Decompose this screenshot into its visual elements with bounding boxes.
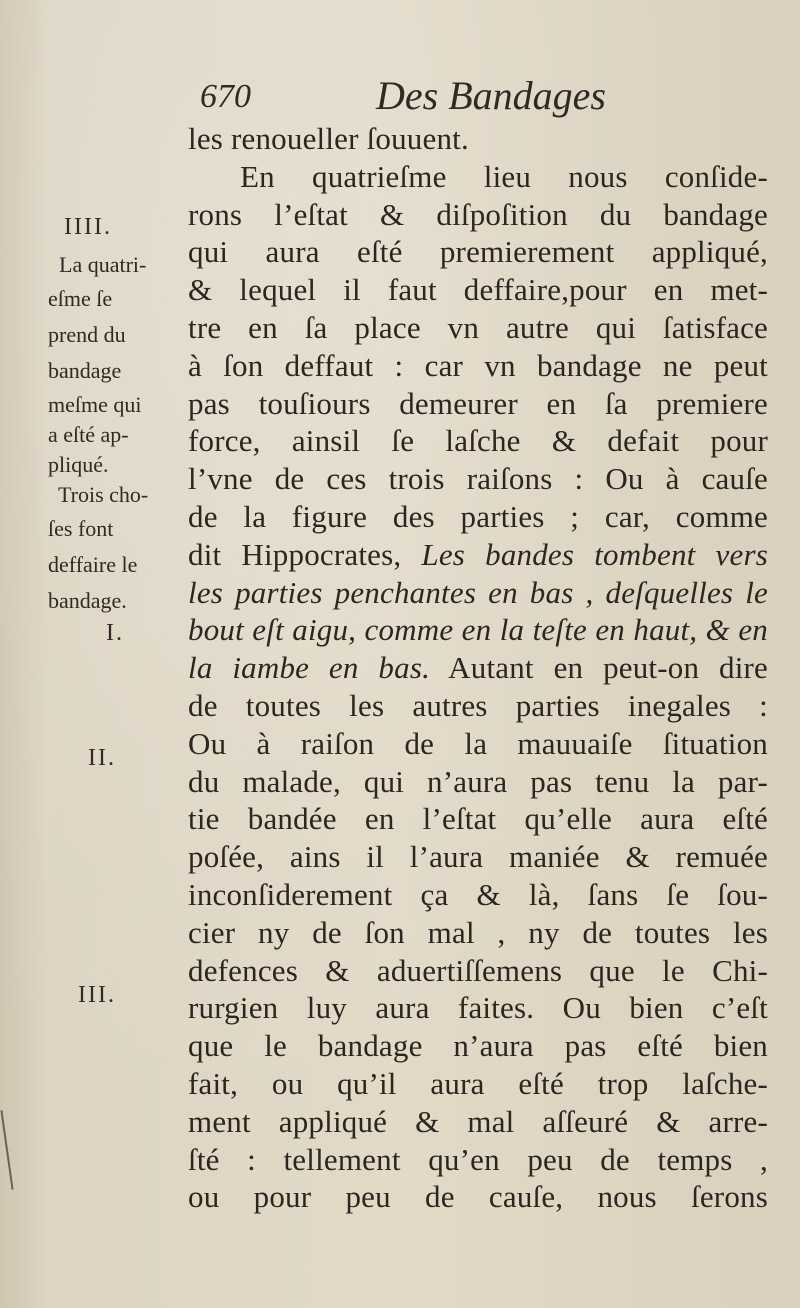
text-line: à ſon deffaut : car vn bandage ne peut (188, 347, 768, 383)
margin-note: prend du (48, 322, 126, 347)
text-line: force, ainsil ſe laſche & defait pour (188, 423, 768, 459)
margin-note: ſes font (48, 516, 114, 541)
text-line: En quatrieſme lieu nous conſide- (240, 158, 768, 194)
text-line: les renoueller ſouuent. (188, 121, 469, 156)
margin-note: IIII. (64, 214, 112, 240)
italic-quote: la iambe en bas. (188, 650, 431, 686)
text-line: tie bandée en l’eſtat qu’elle aura eſté (188, 801, 768, 837)
margin-note: deffaire le (48, 552, 138, 577)
text-line: poſée, ains il l’aura maniée & remuée (188, 839, 768, 875)
margin-note: pliqué. (48, 452, 109, 477)
italic-quote: les parties penchantes en bas , deſquelles le (188, 574, 768, 610)
text-line: du malade, qui n’aura pas tenu la par- (188, 763, 768, 799)
page-header (0, 72, 800, 122)
text-line: rons l’eſtat & diſpoſition du bandage (188, 196, 768, 232)
page-number: 670 (200, 78, 251, 115)
text-line (188, 611, 768, 649)
italic-quote: Les bandes tombent vers (421, 536, 768, 572)
text-line: ou pour peu de cauſe, nous ſerons (188, 1179, 768, 1215)
running-head: Des Bandages (376, 73, 606, 118)
margin-note: Trois cho- (58, 482, 149, 507)
body-text (188, 120, 768, 1216)
margin-note: III. (78, 982, 116, 1008)
text-line: pas touſiours demeurer en ſa premiere (188, 385, 768, 421)
text-line: & lequel il faut deffaire,pour en met- (188, 272, 768, 308)
text-line: ment appliqué & mal aſſeuré & arre- (188, 1103, 768, 1139)
text-line: de la figure des parties ; car, comme (188, 498, 768, 534)
text-line: dit Hippocrates, Les bandes tombent vers (188, 536, 768, 572)
margin-note: bandage (48, 358, 122, 383)
margin-note: bandage. (48, 588, 127, 613)
text-line: cier ny de ſon mal , ny de toutes les (188, 914, 768, 950)
edge-mark (0, 1110, 13, 1189)
italic-quote: bout eſt aigu, comme en la teſte en haut, & en (188, 612, 768, 648)
margin-note: meſme qui (48, 392, 142, 417)
margin-note: eſme ſe (48, 286, 113, 311)
text-line: fait, ou qu’il aura eſté trop laſche- (188, 1065, 768, 1101)
margin-note: La quatri- (59, 252, 147, 277)
text-line: qui aura eſté premierement appliqué, (188, 234, 768, 270)
text-line: l’vne de ces trois raiſons : Ou à cauſe (188, 461, 768, 497)
margin-note: a eſté ap- (48, 422, 129, 447)
text-line: Ou à raiſon de la mauuaiſe ſituation (188, 725, 768, 761)
text-line: de toutes les autres parties inegales : (188, 687, 768, 723)
text-line: la iambe en bas. Autant en peut-on dire (188, 650, 768, 686)
text-line: inconſiderement ça & là, ſans ſe ſou- (188, 876, 768, 912)
text-line: rurgien luy aura faites. Ou bien c’eſt (188, 990, 768, 1026)
text-line: ſté : tellement qu’en peu de temps , (188, 1141, 768, 1177)
margin-note: I. (106, 620, 124, 646)
text-line: que le bandage n’aura pas eſté bien (188, 1028, 768, 1064)
margin-note: II. (88, 745, 116, 771)
text-line: defences & aduertiſſemens que le Chi- (188, 952, 768, 988)
text-line (188, 574, 768, 612)
text-line: tre en ſa place vn autre qui ſatisface (188, 309, 768, 345)
